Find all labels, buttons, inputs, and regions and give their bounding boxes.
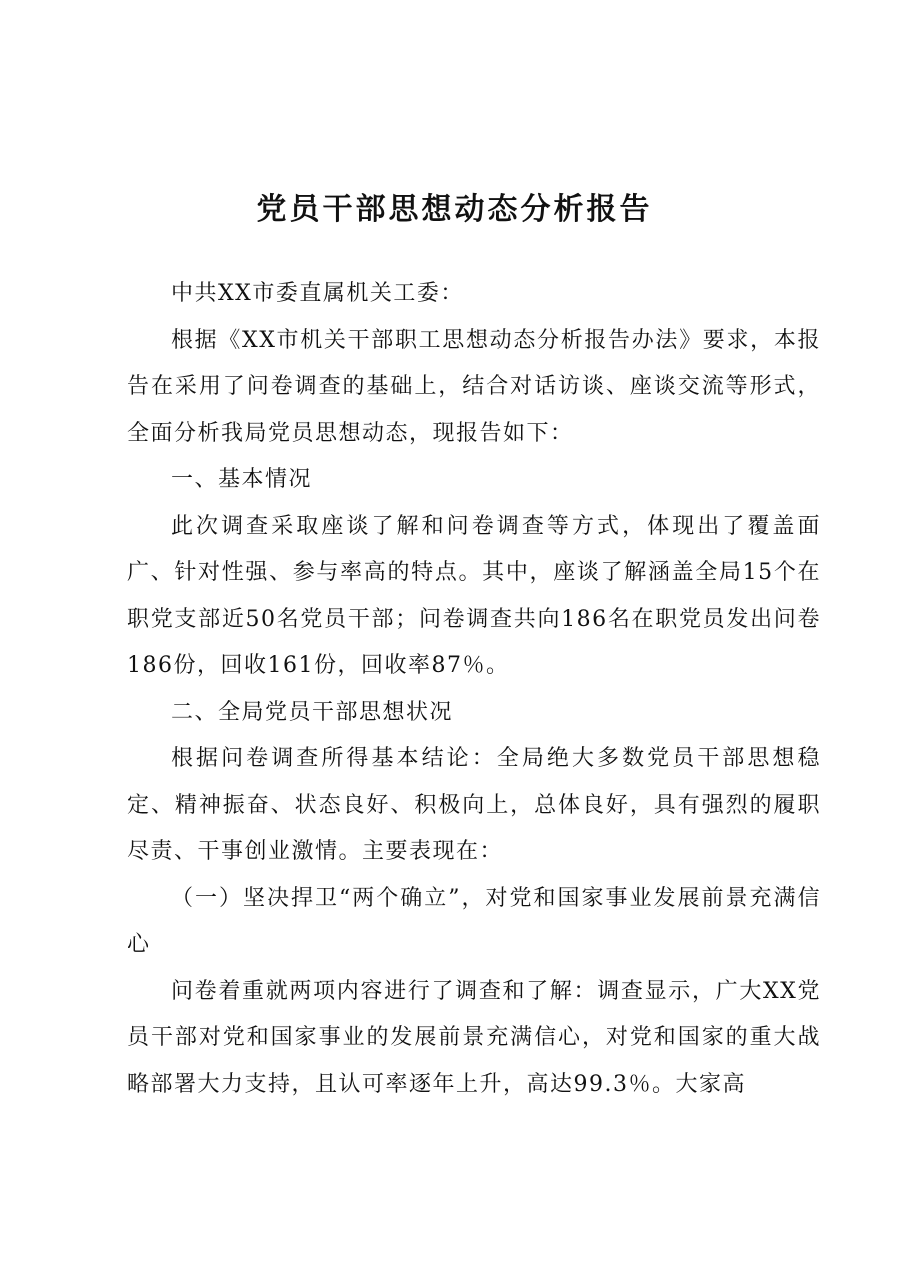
basic-situation-paragraph: 此次调查采取座谈了解和问卷调查等方式，体现出了覆盖面广、针对性强、参与率高的特点。其中，座谈了解涵盖全局15个在职党支部近50名党员干部；问卷调查共向186名在职党员发出问卷186份，回收161份，回收率87％。 [127, 513, 821, 678]
survey-findings-paragraph: 问卷着重就两项内容进行了调查和了解：调查显示，广大XX党员干部对党和国家事业的发展前景充满信心，对党和国家的重大战略部署大力支持，且认可率逐年上升，高达99.3％。大家高 [127, 978, 821, 1097]
salutation-paragraph: 中共XX市委直属机关工委： [171, 281, 464, 306]
subsection-heading-one: （一）坚决捍卫“两个确立”，对党和国家事业发展前景充满信心 [127, 885, 821, 957]
ideological-status-paragraph: 根据问卷调查所得基本结论：全局绝大多数党员干部思想稳定、精神振奋、状态良好、积极向上，总体良好，具有强烈的履职尽责、干事创业激情。主要表现在： [127, 746, 821, 864]
section-heading-ideological-status: 二、全局党员干部思想状况 [171, 699, 454, 725]
document-title: 党员干部思想动态分析报告 [256, 192, 653, 227]
document-body [127, 271, 821, 1108]
intro-paragraph: 根据《XX市机关干部职工思想动态分析报告办法》要求，本报告在采用了问卷调查的基础上，结合对话访谈、座谈交流等形式，全面分析我局党员思想动态，现报告如下： [127, 327, 821, 446]
section-heading-basic-situation: 一、基本情况 [171, 467, 313, 492]
